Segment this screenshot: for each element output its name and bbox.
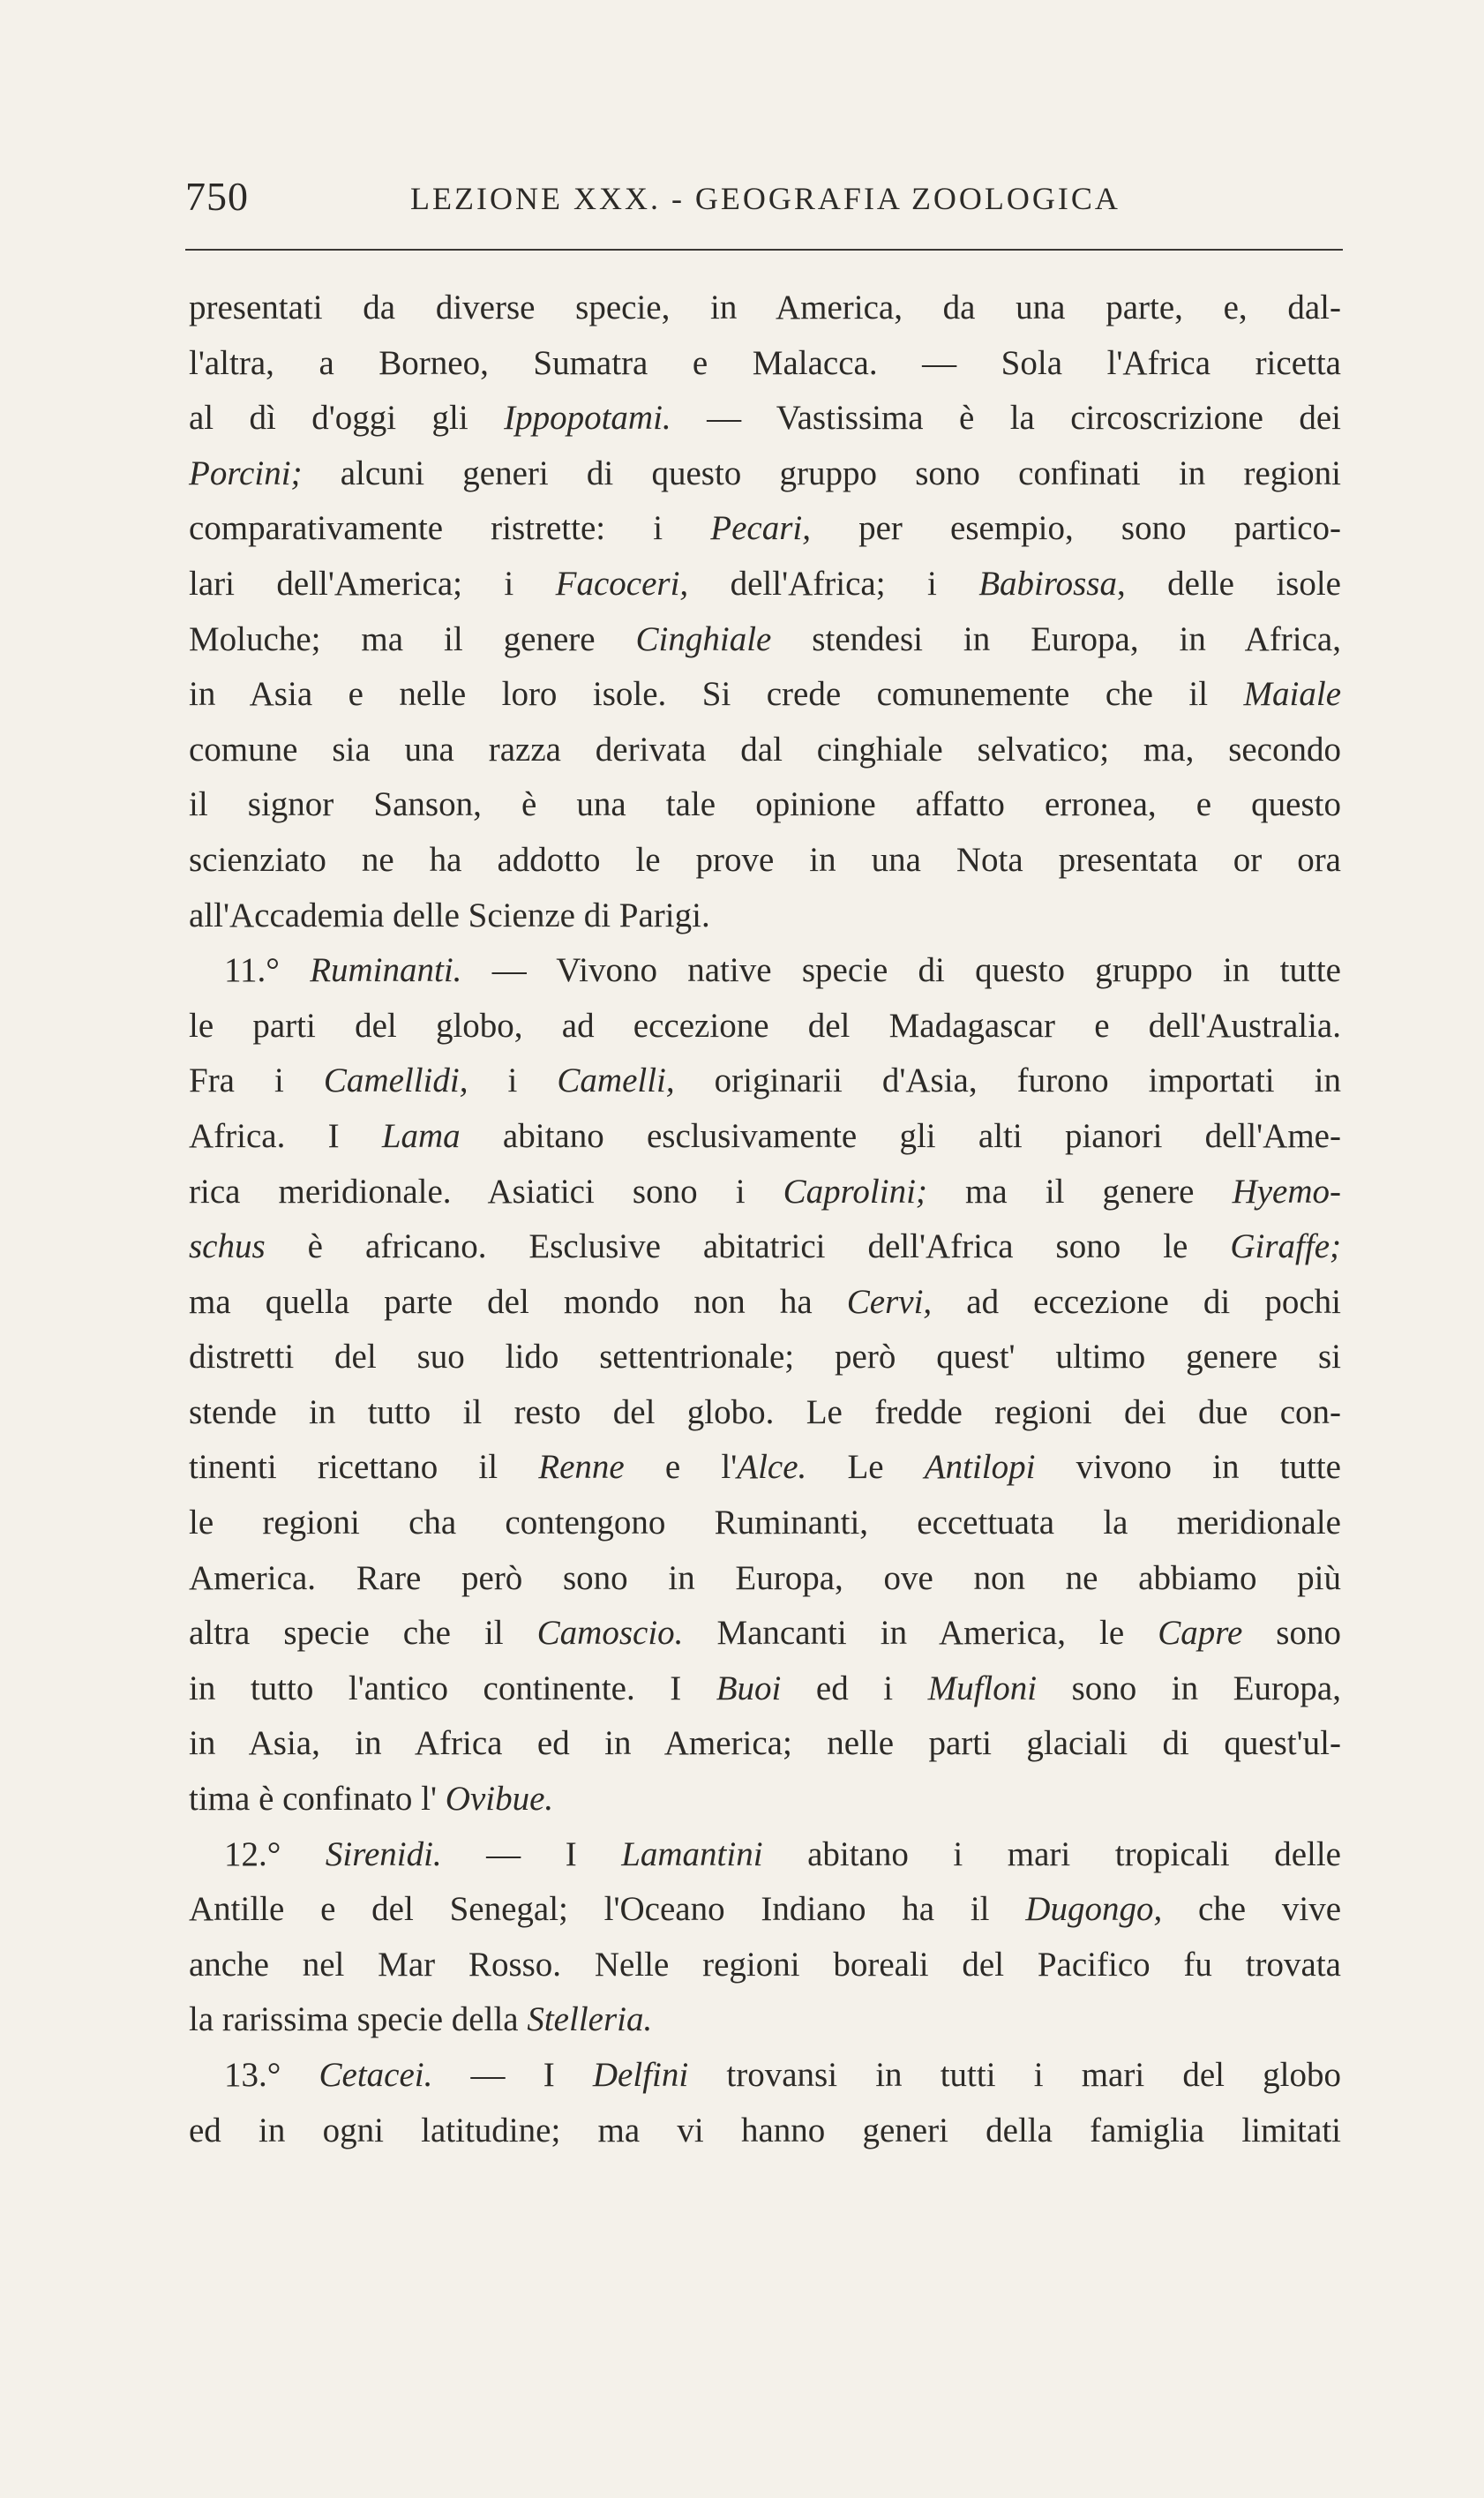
text-line xyxy=(189,1496,1341,1551)
text-segment: 11.° xyxy=(224,951,311,990)
italic-term: Maiale xyxy=(1243,675,1341,714)
text-segment: Fra i xyxy=(189,1061,324,1100)
italic-term: Babirossa xyxy=(978,564,1117,603)
text-line xyxy=(189,1054,1341,1109)
running-title: LEZIONE XXX. - GEOGRAFIA ZOOLOGICA xyxy=(410,181,1120,216)
text-line xyxy=(189,2104,1341,2159)
text-line xyxy=(189,501,1341,557)
text-segment: la rarissima specie della xyxy=(189,2000,528,2039)
italic-term: Ovibue. xyxy=(445,1780,554,1819)
text-segment: al dì d'oggi gli xyxy=(189,399,505,438)
text-segment: Moluche; ma il genere xyxy=(189,619,636,658)
text-line xyxy=(189,1440,1341,1496)
text-segment: stende in tutto il resto del globo. Le fredde regioni dei due con- xyxy=(189,1392,1341,1431)
text-segment: è africano. Esclusive abitatrici dell'Africa sono le xyxy=(265,1227,1231,1266)
italic-term: Lama xyxy=(381,1116,461,1155)
text-segment: vivono in tutte xyxy=(1035,1448,1341,1487)
italic-term: Dugongo, xyxy=(1025,1890,1163,1929)
text-line xyxy=(189,999,1341,1054)
text-line xyxy=(189,1219,1341,1275)
text-line xyxy=(189,281,1341,336)
text-segment: comparativamente ristrette: i xyxy=(189,509,711,548)
text-segment: trovansi in tutti i mari del globo xyxy=(688,2056,1341,2094)
text-segment: abitano i mari tropicali delle xyxy=(762,1834,1341,1873)
italic-term: Alce. xyxy=(737,1448,807,1487)
text-segment: sono in Europa, xyxy=(1037,1669,1341,1707)
text-segment: Africa. I xyxy=(189,1116,382,1155)
italic-term: Caprolini; xyxy=(783,1172,927,1211)
text-line xyxy=(189,612,1341,668)
text-segment: 13.° xyxy=(224,2056,319,2094)
italic-term: Cervi, xyxy=(846,1282,933,1321)
italic-term: Facoceri, xyxy=(555,564,689,603)
text-segment: ad eccezione di pochi xyxy=(932,1282,1341,1321)
text-line xyxy=(189,1385,1341,1441)
text-segment: comune sia una razza derivata dal cinghiale selvatico; ma, secondo xyxy=(189,730,1341,769)
text-line xyxy=(189,667,1341,723)
text-segment: tinenti ricettano il xyxy=(189,1448,539,1487)
text-segment: il signor Sanson, è una tale opinione affatto erronea, e questo xyxy=(189,785,1341,824)
text-segment: in Asia, in Africa ed in America; nelle parti glaciali di quest'ul- xyxy=(189,1724,1341,1763)
text-line xyxy=(189,1716,1341,1772)
text-line xyxy=(189,1882,1341,1938)
italic-term: Camelli, xyxy=(557,1061,675,1100)
italic-term: Pecari, xyxy=(710,509,811,548)
text-segment: dell'Africa; i xyxy=(688,564,979,603)
italic-term: Sirenidi. xyxy=(325,1834,442,1873)
text-segment: che vive xyxy=(1162,1890,1342,1929)
italic-term: Camoscio. xyxy=(536,1614,684,1653)
text-line xyxy=(189,1606,1341,1662)
text-line xyxy=(189,1772,1341,1827)
text-segment: all'Accademia delle Scienze di Parigi. xyxy=(189,896,710,934)
italic-term: Cetacei. xyxy=(319,2056,433,2094)
body-text xyxy=(189,281,1341,2158)
text-segment: per esempio, sono partico- xyxy=(810,509,1341,548)
text-line xyxy=(189,391,1341,446)
page-header xyxy=(185,173,1341,226)
text-segment: America. Rare però sono in Europa, ove non ne abbiamo più xyxy=(189,1558,1341,1597)
italic-term: Ippopotami. xyxy=(504,399,671,438)
text-segment: 12.° xyxy=(224,1834,326,1873)
text-line xyxy=(189,1662,1341,1717)
text-segment: , delle isole xyxy=(1116,564,1341,603)
italic-term: Antilopi xyxy=(924,1448,1036,1487)
text-segment: ed in ogni latitudine; ma vi hanno generi della famiglia limitati xyxy=(189,2111,1341,2149)
page-number: 750 xyxy=(185,174,249,219)
italic-term: Lamantini xyxy=(621,1834,763,1873)
text-segment: — Vastissima è la circoscrizione dei xyxy=(671,399,1341,438)
text-segment: altra specie che il xyxy=(189,1614,537,1653)
italic-term: schus xyxy=(189,1227,266,1266)
italic-term: Renne xyxy=(538,1448,625,1487)
text-segment: — Vivono native specie di questo gruppo in tutte xyxy=(461,951,1341,990)
italic-term: Buoi xyxy=(716,1669,782,1707)
italic-term: Cinghiale xyxy=(635,619,772,658)
text-segment: i xyxy=(468,1061,558,1100)
text-segment: in tutto l'antico continente. I xyxy=(189,1669,716,1707)
text-line xyxy=(189,1330,1341,1385)
text-line xyxy=(189,446,1341,502)
text-segment: distretti del suo lido settentrionale; però quest' ultimo genere si xyxy=(189,1338,1341,1377)
text-segment: anche nel Mar Rosso. Nelle regioni boreali del Pacifico fu trovata xyxy=(189,1945,1341,1984)
text-segment: rica meridionale. Asiatici sono i xyxy=(189,1172,783,1211)
text-segment: ed i xyxy=(781,1669,928,1707)
italic-term: Hyemo- xyxy=(1232,1172,1342,1211)
header-rule xyxy=(185,249,1343,251)
text-segment: presentati da diverse specie, in America, da una parte, e, dal- xyxy=(189,289,1341,326)
text-segment: Mancanti in America, le xyxy=(683,1614,1158,1653)
text-segment: lari dell'America; i xyxy=(189,564,556,603)
text-segment: Antille e del Senegal; l'Oceano Indiano ha il xyxy=(189,1890,1026,1929)
text-segment: — I xyxy=(441,1834,622,1873)
text-segment: alcuni generi di questo gruppo sono confinati in regioni xyxy=(302,454,1341,492)
text-line xyxy=(189,1938,1341,1993)
text-segment: le parti del globo, ad eccezione del Madagascar e dell'Australia. xyxy=(189,1006,1341,1045)
italic-term: Mufloni xyxy=(927,1669,1038,1707)
text-line xyxy=(189,1551,1341,1607)
text-segment: ma quella parte del mondo non ha xyxy=(189,1282,847,1321)
italic-term: Ruminanti. xyxy=(310,951,462,990)
text-line xyxy=(189,1165,1341,1220)
text-line xyxy=(189,557,1341,612)
text-line xyxy=(189,777,1341,833)
text-segment: abitano esclusivamente gli alti pianori dell'Ame- xyxy=(460,1116,1341,1155)
text-segment: stendesi in Europa, in Africa, xyxy=(771,619,1341,658)
text-line xyxy=(189,833,1341,889)
italic-term: Stelleria. xyxy=(527,2000,653,2039)
text-segment: le regioni cha contengono Ruminanti, eccettuata la meridionale xyxy=(189,1504,1341,1542)
text-segment: tima è confinato l' xyxy=(189,1780,446,1819)
italic-term: Delfini xyxy=(592,2056,689,2094)
text-segment: scienziato ne ha addotto le prove in una Nota presentata or ora xyxy=(189,840,1341,879)
text-segment: l'altra, a Borneo, Sumatra e Malacca. — Sola l'Africa ricetta xyxy=(189,343,1341,382)
text-line xyxy=(189,943,1341,999)
text-line xyxy=(189,723,1341,778)
text-segment: in Asia e nelle loro isole. Si crede comunemente che il xyxy=(189,675,1244,714)
italic-term: Camellidi, xyxy=(323,1061,468,1100)
text-segment: sono xyxy=(1242,1614,1341,1653)
text-line xyxy=(189,1827,1341,1883)
text-segment: originarii d'Asia, furono importati in xyxy=(674,1061,1341,1100)
text-segment: Le xyxy=(806,1448,925,1487)
text-line xyxy=(189,1992,1341,2048)
italic-term: Porcini; xyxy=(189,454,303,492)
italic-term: Capre xyxy=(1158,1614,1243,1653)
text-line xyxy=(189,1275,1341,1331)
text-segment: e l' xyxy=(624,1448,738,1487)
text-line xyxy=(189,2048,1341,2104)
text-segment: ma il genere xyxy=(926,1172,1233,1211)
text-line xyxy=(189,336,1341,392)
text-segment: — I xyxy=(432,2056,593,2094)
italic-term: Giraffe; xyxy=(1230,1227,1341,1266)
text-line xyxy=(189,889,1341,944)
text-line xyxy=(189,1109,1341,1165)
